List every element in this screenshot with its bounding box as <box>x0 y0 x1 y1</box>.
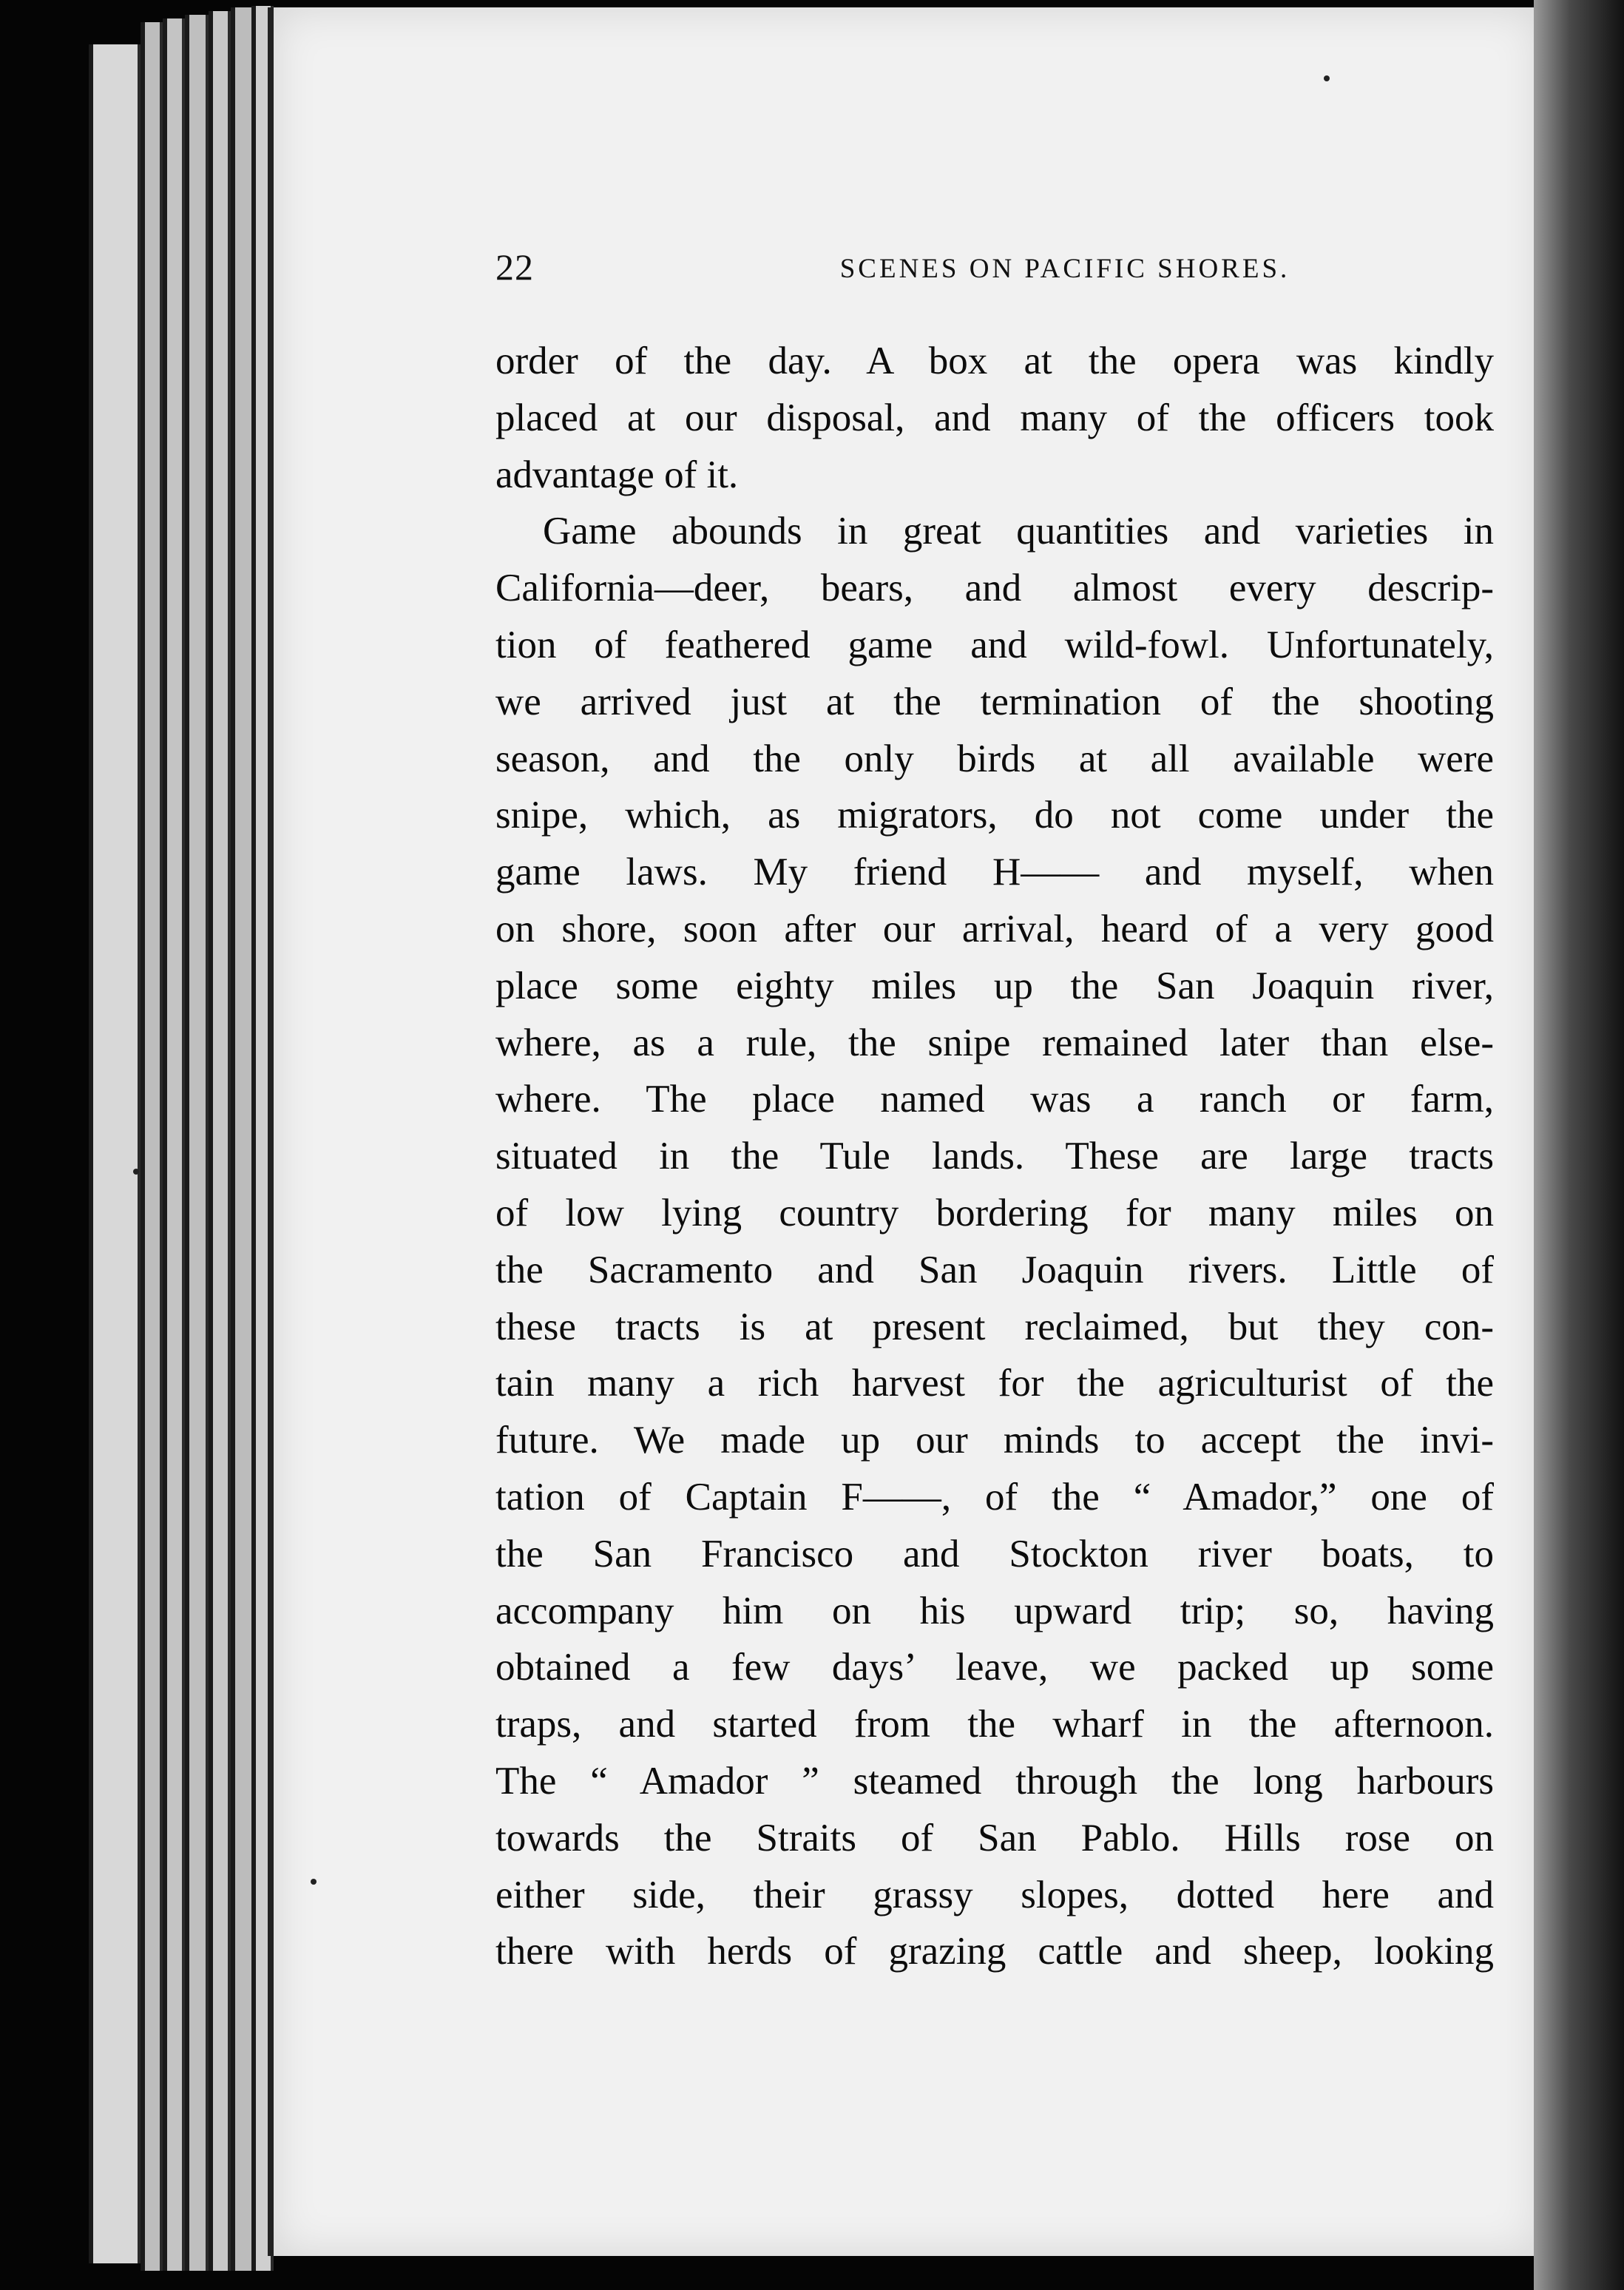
text-line: the Sacramento and San Joaquin rivers. Little of <box>495 1248 1494 1291</box>
text-line: of low lying country bordering for many miles on <box>495 1191 1494 1234</box>
text-line: the San Francisco and Stockton river boats, to <box>495 1532 1494 1575</box>
page-header <box>495 246 1509 290</box>
text-line: snipe, which, as migrators, do not come under the <box>495 794 1494 837</box>
page-edge <box>209 11 231 2271</box>
scan-speck <box>133 1169 139 1175</box>
text-line: obtained a few days’ leave, we packed up some <box>495 1646 1494 1689</box>
page-edge <box>163 18 185 2271</box>
text-line: situated in the Tule lands. These are large tracts <box>495 1135 1494 1178</box>
text-line: season, and the only birds at all available were <box>495 737 1494 780</box>
scan-speck <box>311 1879 317 1885</box>
text-line: California—deer, bears, and almost every descrip- <box>495 567 1494 610</box>
text-line: tain many a rich harvest for the agriculturist of the <box>495 1362 1494 1405</box>
text-line: place some eighty miles up the San Joaquin river, <box>495 964 1494 1007</box>
text-line: future. We made up our minds to accept the invi- <box>495 1419 1494 1462</box>
text-line: order of the day. A box at the opera was kindly <box>495 340 1494 382</box>
text-line: towards the Straits of San Pablo. Hills rose on <box>495 1816 1494 1860</box>
text-line: game laws. My friend H—— and myself, when <box>495 851 1494 894</box>
text-line: where, as a rule, the snipe remained later than else- <box>495 1021 1494 1064</box>
text-line: advantage of it. <box>495 453 739 496</box>
text-line: on shore, soon after our arrival, heard of a very good <box>495 907 1494 950</box>
binding-shadow <box>1534 0 1624 2290</box>
text-line: there with herds of grazing cattle and sheep, looking <box>495 1930 1494 1973</box>
text-line: we arrived just at the termination of the shooting <box>495 680 1494 723</box>
page-edge <box>185 15 209 2271</box>
text-line: Game abounds in great quantities and varieties in <box>543 510 1494 553</box>
scan-speck <box>1324 75 1330 81</box>
text-line: either side, their grassy slopes, dotted here and <box>495 1873 1494 1916</box>
page-edge <box>89 44 141 2263</box>
text-line: where. The place named was a ranch or farm, <box>495 1078 1494 1121</box>
text-line: placed at our disposal, and many of the officers took <box>495 396 1494 439</box>
text-line: tation of Captain F——, of the “ Amador,” one of <box>495 1475 1494 1519</box>
running-title: SCENES ON PACIFIC SHORES. <box>839 254 1290 284</box>
page-edge <box>141 22 163 2271</box>
text-line: accompany him on his upward trip; so, having <box>495 1589 1494 1632</box>
text-line: The “ Amador ” steamed through the long harbours <box>495 1759 1494 1803</box>
text-line: traps, and started from the wharf in the afternoon. <box>495 1703 1494 1746</box>
body-text <box>495 333 1494 1980</box>
text-line: tion of feathered game and wild-fowl. Unfortunately, <box>495 623 1494 666</box>
text-line: these tracts is at present reclaimed, but they con- <box>495 1305 1494 1348</box>
page-number: 22 <box>495 246 534 288</box>
book-page <box>268 7 1540 2256</box>
